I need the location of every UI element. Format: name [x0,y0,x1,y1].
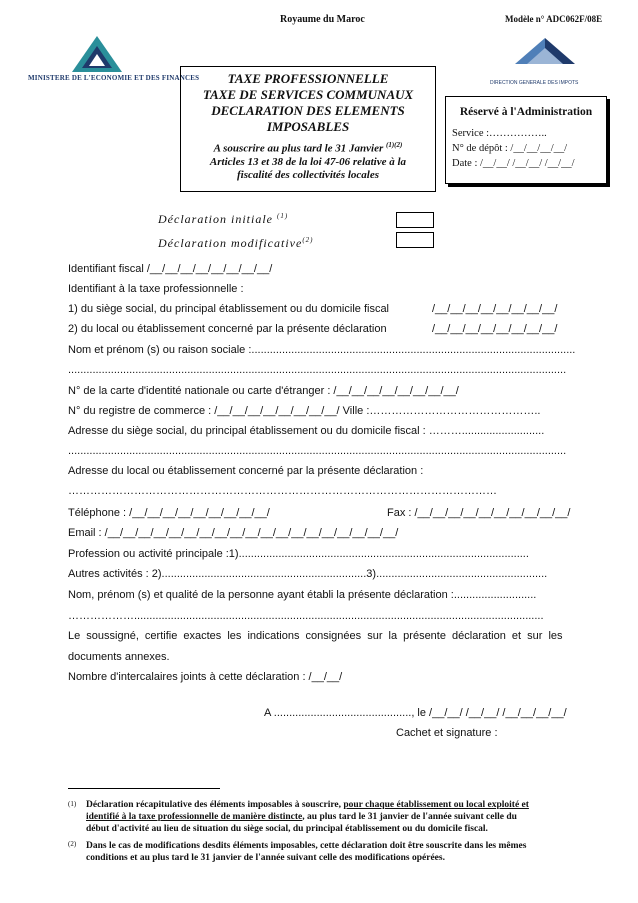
certification-text-1: Le soussigné, certifie exactes les indications consignées sur la présente déclaration et sur les [68,630,563,642]
declaration-initial-label: Déclaration initiale $^{(1)}$ [158,212,289,226]
form-title-box [180,66,436,192]
trade-register-field[interactable]: N° du registre de commerce : /__/__/__/__/__/__/__/__/ Ville :……………………………………….. [68,405,541,417]
local-address-label: Adresse du local ou établissement concerné par la présente déclaration : [68,465,424,477]
footnote-2-mark: (2) [68,840,77,848]
tp-id-siege-label: 1) du siège social, du principal établissement ou du domicile fiscal [68,303,390,315]
attachments-count-field[interactable]: Nombre d'intercalaires joints à cette déclaration : /__/__/ [68,671,343,683]
title-line-4: IMPOSABLES [266,119,350,134]
other-activities-field[interactable]: Autres activités : 2)...................................................................3)........................................................ [68,568,548,580]
title-line-3: DECLARATION DES ELEMENTS [211,103,405,118]
headquarters-address-field[interactable]: Adresse du siège social, du principal établissement ou du domicile fiscal : ………........................... [68,425,545,437]
directorate-name: DIRECTION GENERALE DES IMPOTS [490,80,579,86]
title-line-1: TAXE PROFESSIONNELLE [227,71,389,86]
admin-date: Date : /__/__/ /__/__/ /__/__/ [452,158,575,169]
declarant-field[interactable]: Nom, prénom (s) et qualité de la personne ayant établi la présente déclaration :........................... [68,589,537,601]
local-address-field[interactable]: ……………………………………………………………………………………………………… [68,485,497,497]
admin-reserved-box [445,96,607,184]
certification-text-2: documents annexes. [68,651,170,663]
title-line-2: TAXE DE SERVICES COMMUNAUX [202,87,414,102]
footnote-1-mark: (1) [68,800,77,808]
tp-id-siege-field[interactable]: /__/__/__/__/__/__/__/__/ [432,303,558,315]
title-deadline: A souscrire au plus tard le 31 Janvier $^{(1)(2)}$ [213,141,403,155]
tp-id-local-field[interactable]: /__/__/__/__/__/__/__/__/ [432,323,558,335]
signature-label: Cachet et signature : [396,727,498,739]
declaration-modif-checkbox[interactable] [396,232,434,248]
country-label: Royaume du Maroc [280,14,365,25]
cin-field[interactable]: N° de la carte d'identité nationale ou carte d'étranger : /__/__/__/__/__/__/__/__/ [68,385,459,397]
name-field-continued[interactable]: ................................................................................................................................................................... [68,364,567,376]
footnote-1: Déclaration récapitulative des éléments imposables à souscrire, pour chaque établissement ou local exploité et identifié à la taxe professionnelle de manière distincte, au plus tard le 31 janvier de l'année suivant celle du début d'activité au lieu de situation du siège social, du principal établissement ou du domicile fiscal. [86,800,529,834]
name-field[interactable]: Nom et prénom (s) ou raison sociale :.......................................................................................................... [68,344,576,356]
admin-heading: Réservé à l'Administration [459,106,593,118]
title-articles: Articles 13 et 38 de la loi 47-06 relative à la [209,155,407,168]
model-number: Modèle n° ADC062F/08E [505,14,603,24]
fiscal-id-field[interactable]: Identifiant fiscal /__/__/__/__/__/__/__/__/ [68,263,273,275]
footnote-separator [68,788,220,789]
declaration-modif-label: Déclaration modificative$^{(2)}$ [158,236,314,250]
title-fiscalite: fiscalité des collectivités locales [236,168,380,181]
admin-service: Service :…………….. [452,128,547,139]
profession-field[interactable]: Profession ou activité principale :1)............................................................................................... [68,548,529,560]
headquarters-address-continued[interactable]: ................................................................................................................................................................... [68,445,567,457]
declarant-field-continued[interactable]: ………………...................................................................................................................................... [68,610,544,622]
fax-field[interactable]: Fax : /__/__/__/__/__/__/__/__/__/__/ [387,507,571,519]
directorate-logo [505,34,585,78]
email-field[interactable]: Email : /__/__/__/__/__/__/__/__/__/__/__/__/__/__/__/__/__/__/__/ [68,527,399,539]
ministry-name: MINISTERE DE L'ECONOMIE ET DES FINANCES [28,74,200,82]
phone-field[interactable]: Téléphone : /__/__/__/__/__/__/__/__/__/ [68,507,270,519]
tp-id-local-label: 2) du local ou établissement concerné par la présente déclaration [68,323,387,335]
tp-id-label: Identifiant à la taxe professionnelle : [68,283,244,295]
declaration-initial-checkbox[interactable] [396,212,434,228]
footnote-2: Dans le cas de modifications desdits éléments imposables, cette déclaration doit être souscrite dans les mêmes conditions et au plus tard le 31 janvier de l'année suivant celle des modifications opérées. [86,841,527,863]
admin-depot-number: N° de dépôt : /__/__/__/__/ [452,143,568,154]
place-date-field[interactable]: A ............................................., le /__/__/ /__/__/ /__/__/__/__/ [264,707,567,719]
